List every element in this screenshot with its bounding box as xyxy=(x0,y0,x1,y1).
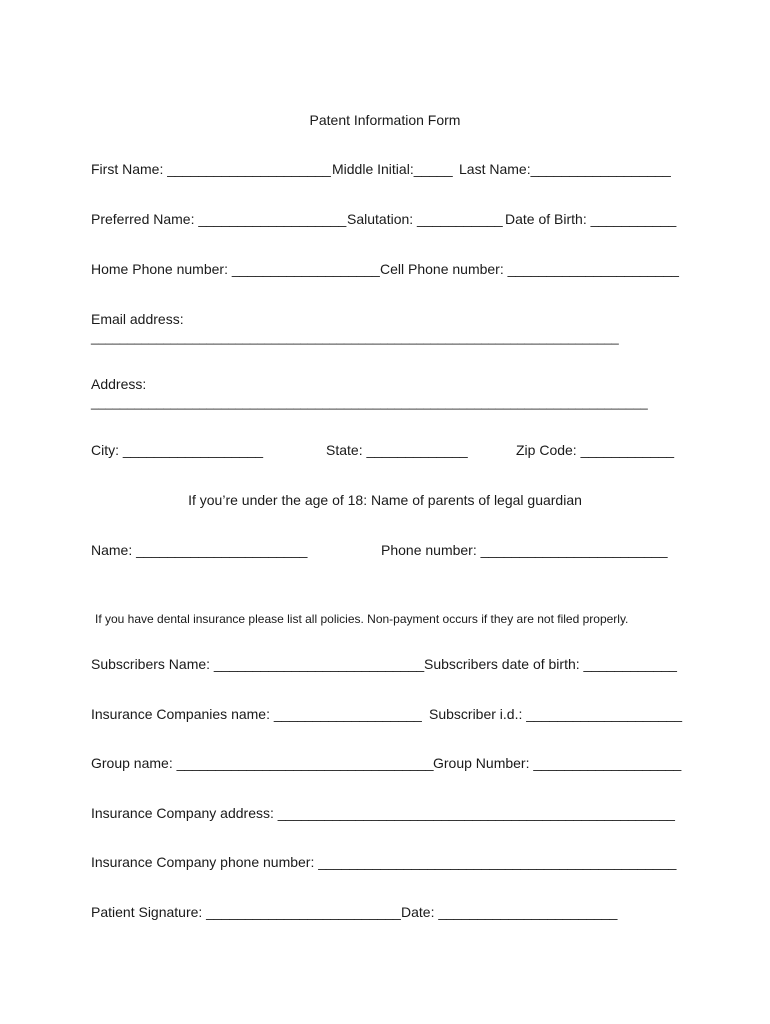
group-name-field[interactable]: Group name: _________________________________ xyxy=(91,755,434,771)
middle-initial-field[interactable]: Middle Initial:_____ xyxy=(332,161,453,177)
state-field[interactable]: State: _____________ xyxy=(326,442,468,458)
subscriber-id-field[interactable]: Subscriber i.d.: ____________________ xyxy=(429,706,682,722)
insurance-company-phone-field[interactable]: Insurance Company phone number: ______________________________________________ xyxy=(91,854,677,870)
cell-phone-field[interactable]: Cell Phone number: ______________________ xyxy=(380,261,679,277)
insurance-company-name-field[interactable]: Insurance Companies name: ___________________ xyxy=(91,706,422,722)
insurance-note: If you have dental insurance please list all policies. Non-payment occurs if they are not filed properly. xyxy=(95,612,629,626)
subscriber-dob-field[interactable]: Subscribers date of birth: ____________ xyxy=(424,656,677,672)
form-title: Patent Information Form xyxy=(309,112,461,128)
guardian-phone-field[interactable]: Phone number: ________________________ xyxy=(381,542,668,558)
guardian-name-field[interactable]: Name: ______________________ xyxy=(91,542,308,558)
email-field[interactable]: _________________________________________________________________________ xyxy=(91,330,619,345)
signature-date-field[interactable]: Date: _______________________ xyxy=(401,904,618,920)
first-name-field[interactable]: First Name: _____________________ xyxy=(91,161,331,177)
address-field[interactable]: _____________________________________________________________________________ xyxy=(91,395,648,410)
salutation-field[interactable]: Salutation: ___________ xyxy=(347,211,503,227)
guardian-heading: If you’re under the age of 18: Name of parents of legal guardian xyxy=(188,492,582,508)
patient-signature-field[interactable]: Patient Signature: _________________________ xyxy=(91,904,401,920)
subscriber-name-field[interactable]: Subscribers Name: ___________________________ xyxy=(91,656,425,672)
home-phone-field[interactable]: Home Phone number: ___________________ xyxy=(91,261,380,277)
city-field[interactable]: City: __________________ xyxy=(91,442,264,458)
email-label: Email address: xyxy=(91,311,184,327)
address-label: Address: xyxy=(91,376,147,392)
date-of-birth-field[interactable]: Date of Birth: ___________ xyxy=(505,211,677,227)
last-name-field[interactable]: Last Name:__________________ xyxy=(459,161,671,177)
insurance-company-address-field[interactable]: Insurance Company address: ___________________________________________________ xyxy=(91,805,675,821)
preferred-name-field[interactable]: Preferred Name: ___________________ xyxy=(91,211,347,227)
group-number-field[interactable]: Group Number: ___________________ xyxy=(433,755,682,771)
zip-code-field[interactable]: Zip Code: ____________ xyxy=(516,442,675,458)
